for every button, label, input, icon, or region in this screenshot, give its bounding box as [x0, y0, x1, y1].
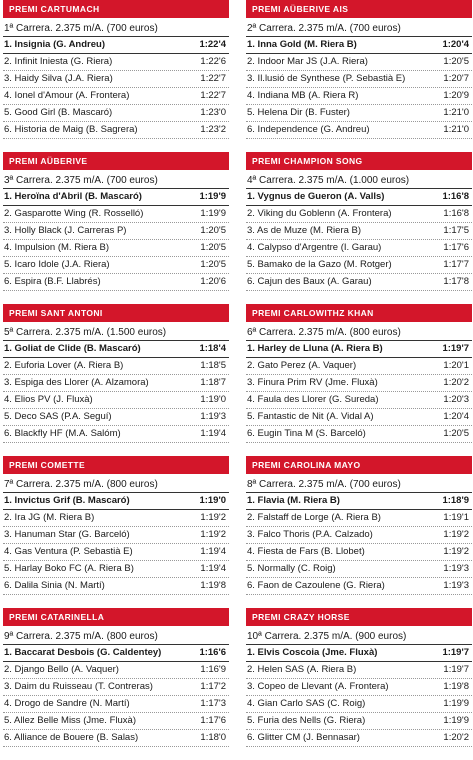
race-time: 1:20'9 — [443, 90, 469, 101]
result-row — [3, 223, 229, 240]
race-block — [3, 456, 229, 608]
horse-driver: 3. Falco Thoris (P.A. Calzado) — [247, 529, 373, 540]
horse-driver: 4. Calypso d'Argentre (I. Garau) — [247, 242, 382, 253]
horse-driver: 2. Indoor Mar JS (J.A. Riera) — [247, 56, 368, 67]
result-row — [3, 240, 229, 257]
race-block — [246, 152, 472, 304]
winner-row — [3, 188, 229, 206]
race-time: 1:19'7 — [443, 664, 469, 675]
race-time: 1:17'3 — [200, 698, 226, 709]
result-row — [246, 561, 472, 578]
winner-row — [246, 644, 472, 662]
race-time: 1:19'8 — [443, 681, 469, 692]
result-row — [246, 409, 472, 426]
race-time: 1:19'3 — [443, 580, 469, 591]
race-info: 2ª Carrera. 2.375 m/A. (700 euros) — [247, 23, 401, 34]
horse-driver: 6. Cajun des Baux (A. Garau) — [247, 276, 372, 287]
horse-driver: 6. Espira (B.F. Llabrés) — [4, 276, 101, 287]
race-time: 1:22'6 — [200, 56, 226, 67]
race-time: 1:17'2 — [200, 681, 226, 692]
winner-row — [246, 188, 472, 206]
horse-driver: 5. Fantastic de Nit (A. Vidal A) — [247, 411, 374, 422]
race-block — [246, 0, 472, 152]
result-row — [246, 730, 472, 747]
race-time: 1:19'9 — [443, 698, 469, 709]
result-row — [246, 122, 472, 139]
horse-driver: 3. As de Muze (M. Riera B) — [247, 225, 362, 236]
horse-driver: 5. Icaro Idole (J.A. Riera) — [4, 259, 110, 270]
race-time: 1:19'0 — [200, 394, 226, 405]
horse-driver: 6. Glitter CM (J. Bennasar) — [247, 732, 360, 743]
result-row — [3, 71, 229, 88]
horse-driver: 1. Vygnus de Gueron (A. Valls) — [247, 191, 385, 202]
race-time: 1:20'7 — [443, 73, 469, 84]
race-time: 1:20'5 — [200, 242, 226, 253]
winner-row — [3, 492, 229, 510]
result-row — [3, 409, 229, 426]
horse-driver: 3. Haidy Silva (J.A. Riera) — [4, 73, 113, 84]
race-time: 1:21'0 — [443, 107, 469, 118]
race-time: 1:20'2 — [443, 732, 469, 743]
race-info: 9ª Carrera. 2.375 m/A. (800 euros) — [4, 631, 158, 642]
race-time: 1:16'9 — [200, 664, 226, 675]
horse-driver: 4. Fiesta de Fars (B. Llobet) — [247, 546, 365, 557]
winner-row — [246, 492, 472, 510]
result-row — [246, 206, 472, 223]
horse-driver: 4. Ionel d'Amour (A. Frontera) — [4, 90, 130, 101]
race-header: PREMI CAROLINA MAYO — [246, 456, 472, 474]
horse-driver: 2. Viking du Goblenn (A. Frontera) — [247, 208, 392, 219]
race-time: 1:16'6 — [199, 647, 226, 658]
horse-driver: 3. Holly Black (J. Carreras P) — [4, 225, 127, 236]
result-row — [3, 696, 229, 713]
race-info: 3ª Carrera. 2.375 m/A. (700 euros) — [4, 175, 158, 186]
race-time: 1:17'7 — [443, 259, 469, 270]
result-row — [3, 375, 229, 392]
race-header: PREMI SANT ANTONI — [3, 304, 229, 322]
winner-row — [3, 644, 229, 662]
race-info: 6ª Carrera. 2.375 m/A. (800 euros) — [247, 327, 401, 338]
race-header: PREMI COMETTE — [3, 456, 229, 474]
race-time: 1:20'4 — [442, 39, 469, 50]
race-info: 5ª Carrera. 2.375 m/A. (1.500 euros) — [4, 327, 167, 338]
race-time: 1:19'9 — [443, 715, 469, 726]
race-time: 1:20'5 — [200, 259, 226, 270]
horse-driver: 1. Insignia (G. Andreu) — [4, 39, 105, 50]
horse-driver: 2. Euforia Lover (A. Riera B) — [4, 360, 124, 371]
horse-driver: 3. Finura Prim RV (Jme. Fluxà) — [247, 377, 378, 388]
race-time: 1:19'3 — [443, 563, 469, 574]
horse-driver: 2. Ira JG (M. Riera B) — [4, 512, 95, 523]
race-time: 1:19'4 — [200, 428, 226, 439]
race-time: 1:20'2 — [443, 377, 469, 388]
race-time: 1:19'1 — [443, 512, 469, 523]
horse-driver: 6. Historia de Maig (B. Sagrera) — [4, 124, 138, 135]
result-row — [246, 105, 472, 122]
race-time: 1:20'5 — [443, 56, 469, 67]
horse-driver: 5. Good Girl (B. Mascaró) — [4, 107, 113, 118]
result-row — [246, 696, 472, 713]
horse-driver: 2. Helen SAS (A. Riera B) — [247, 664, 357, 675]
race-header: PREMI AÜBERIVE — [3, 152, 229, 170]
race-time: 1:19'7 — [442, 647, 469, 658]
race-info: 10ª Carrera. 2.375 m/A. (900 euros) — [247, 631, 407, 642]
race-time: 1:23'0 — [200, 107, 226, 118]
race-time: 1:19'2 — [443, 546, 469, 557]
result-row — [3, 662, 229, 679]
race-time: 1:16'8 — [442, 191, 469, 202]
race-info: 4ª Carrera. 2.375 m/A. (1.000 euros) — [247, 175, 410, 186]
horse-driver: 1. Goliat de Clide (B. Mascaró) — [4, 343, 141, 354]
result-row — [3, 105, 229, 122]
horse-driver: 1. Invictus Grif (B. Mascaró) — [4, 495, 130, 506]
horse-driver: 3. Espiga des Llorer (A. Alzamora) — [4, 377, 149, 388]
race-time: 1:18'4 — [199, 343, 226, 354]
result-row — [246, 223, 472, 240]
horse-driver: 5. Harlay Boko FC (A. Riera B) — [4, 563, 134, 574]
winner-row — [3, 340, 229, 358]
horse-driver: 3. Hanuman Star (G. Barceló) — [4, 529, 130, 540]
race-time: 1:19'4 — [200, 546, 226, 557]
race-time: 1:18'5 — [200, 360, 226, 371]
horse-driver: 6. Independence (G. Andreu) — [247, 124, 370, 135]
result-row — [246, 578, 472, 595]
race-header: PREMI CARTUMACH — [3, 0, 229, 18]
race-header: PREMI CHAMPION SONG — [246, 152, 472, 170]
horse-driver: 4. Faula des Llorer (G. Sureda) — [247, 394, 379, 405]
result-row — [3, 544, 229, 561]
race-time: 1:19'3 — [200, 411, 226, 422]
horse-driver: 6. Dalila Sinia (N. Martí) — [4, 580, 105, 591]
result-row — [3, 392, 229, 409]
horse-driver: 4. Elios PV (J. Fluxà) — [4, 394, 93, 405]
race-time: 1:17'8 — [443, 276, 469, 287]
race-time: 1:18'0 — [200, 732, 226, 743]
race-info: 1ª Carrera. 2.375 m/A. (700 euros) — [4, 23, 158, 34]
race-info: 8ª Carrera. 2.375 m/A. (700 euros) — [247, 479, 401, 490]
result-row — [246, 392, 472, 409]
race-time: 1:19'7 — [442, 343, 469, 354]
result-row — [3, 527, 229, 544]
race-time: 1:17'6 — [200, 715, 226, 726]
left-column — [3, 0, 229, 760]
horse-driver: 3. Copeo de Llevant (A. Frontera) — [247, 681, 389, 692]
result-row — [3, 679, 229, 696]
race-time: 1:20'1 — [443, 360, 469, 371]
result-row — [246, 527, 472, 544]
race-time: 1:16'8 — [443, 208, 469, 219]
horse-driver: 2. Gasparotte Wing (R. Rosselló) — [4, 208, 144, 219]
race-block — [3, 0, 229, 152]
result-row — [3, 274, 229, 291]
horse-driver: 6. Alliance de Bouere (B. Salas) — [4, 732, 139, 743]
race-time: 1:19'0 — [199, 495, 226, 506]
race-time: 1:20'4 — [443, 411, 469, 422]
result-row — [246, 713, 472, 730]
race-time: 1:18'9 — [442, 495, 469, 506]
result-row — [246, 662, 472, 679]
result-row — [3, 510, 229, 527]
race-time: 1:17'5 — [443, 225, 469, 236]
horse-driver: 5. Furia des Nells (G. Riera) — [247, 715, 366, 726]
race-time: 1:19'8 — [200, 580, 226, 591]
result-row — [246, 426, 472, 443]
horse-driver: 4. Gian Carlo SAS (C. Roig) — [247, 698, 366, 709]
winner-row — [246, 340, 472, 358]
race-time: 1:19'2 — [443, 529, 469, 540]
horse-driver: 1. Heroïna d'Abril (B. Mascaró) — [4, 191, 142, 202]
horse-driver: 1. Elvis Coscoia (Jme. Fluxà) — [247, 647, 378, 658]
result-row — [246, 54, 472, 71]
race-time: 1:22'4 — [199, 39, 226, 50]
race-header: PREMI CATARINELLA — [3, 608, 229, 626]
result-row — [3, 54, 229, 71]
race-block — [246, 456, 472, 608]
race-time: 1:20'3 — [443, 394, 469, 405]
race-time: 1:19'4 — [200, 563, 226, 574]
race-time: 1:19'2 — [200, 512, 226, 523]
horse-driver: 5. Allez Belle Miss (Jme. Fluxà) — [4, 715, 136, 726]
horse-driver: 2. Django Bello (A. Vaquer) — [4, 664, 119, 675]
race-time: 1:19'2 — [200, 529, 226, 540]
race-block — [3, 304, 229, 456]
result-row — [246, 274, 472, 291]
race-info: 7ª Carrera. 2.375 m/A. (800 euros) — [4, 479, 158, 490]
race-block — [3, 152, 229, 304]
horse-driver: 1. Flavia (M. Riera B) — [247, 495, 340, 506]
race-time: 1:23'2 — [200, 124, 226, 135]
horse-driver: 4. Gas Ventura (P. Sebastià E) — [4, 546, 133, 557]
winner-row — [246, 36, 472, 54]
horse-driver: 5. Helena Dir (B. Fuster) — [247, 107, 350, 118]
race-block — [246, 608, 472, 760]
result-row — [3, 561, 229, 578]
horse-driver: 1. Baccarat Desbois (G. Caldentey) — [4, 647, 162, 658]
result-row — [3, 358, 229, 375]
result-row — [246, 257, 472, 274]
race-time: 1:19'9 — [200, 208, 226, 219]
race-time: 1:20'6 — [200, 276, 226, 287]
horse-driver: 2. Gato Perez (A. Vaquer) — [247, 360, 357, 371]
horse-driver: 2. Falstaff de Lorge (A. Riera B) — [247, 512, 381, 523]
horse-driver: 3. Daim du Ruisseau (T. Contreras) — [4, 681, 153, 692]
horse-driver: 5. Deco SAS (P.A. Seguí) — [4, 411, 112, 422]
race-header: PREMI CARLOWITHZ KHAN — [246, 304, 472, 322]
result-row — [3, 257, 229, 274]
race-block — [3, 608, 229, 760]
horse-driver: 4. Indiana MB (A. Riera R) — [247, 90, 359, 101]
result-row — [246, 358, 472, 375]
race-time: 1:21'0 — [443, 124, 469, 135]
horse-driver: 5. Normally (C. Roig) — [247, 563, 336, 574]
horse-driver: 1. Harley de Lluna (A. Riera B) — [247, 343, 383, 354]
race-time: 1:20'5 — [200, 225, 226, 236]
result-row — [246, 375, 472, 392]
horse-driver: 4. Drogo de Sandre (N. Martí) — [4, 698, 130, 709]
horse-driver: 3. Il.lusió de Synthese (P. Sebastià E) — [247, 73, 406, 84]
race-header: PREMI CRAZY HORSE — [246, 608, 472, 626]
race-time: 1:18'7 — [200, 377, 226, 388]
horse-driver: 1. Inna Gold (M. Riera B) — [247, 39, 357, 50]
horse-driver: 4. Impulsion (M. Riera B) — [4, 242, 110, 253]
race-time: 1:20'5 — [443, 428, 469, 439]
right-column — [246, 0, 472, 760]
race-block — [246, 304, 472, 456]
horse-driver: 6. Blackfly HF (M.A. Salóm) — [4, 428, 121, 439]
result-row — [246, 71, 472, 88]
horse-driver: 2. Infinit Iniesta (G. Riera) — [4, 56, 113, 67]
result-row — [3, 88, 229, 105]
horse-driver: 5. Bamako de la Gazo (M. Rotger) — [247, 259, 392, 270]
result-row — [3, 122, 229, 139]
result-row — [3, 206, 229, 223]
race-time: 1:22'7 — [200, 90, 226, 101]
result-row — [3, 426, 229, 443]
horse-driver: 6. Faon de Cazoulene (G. Riera) — [247, 580, 385, 591]
result-row — [246, 510, 472, 527]
result-row — [3, 730, 229, 747]
result-row — [246, 679, 472, 696]
race-time: 1:22'7 — [200, 73, 226, 84]
result-row — [3, 713, 229, 730]
result-row — [3, 578, 229, 595]
result-row — [246, 544, 472, 561]
result-row — [246, 240, 472, 257]
race-header: PREMI AÜBERIVE AIS — [246, 0, 472, 18]
race-time: 1:17'6 — [443, 242, 469, 253]
horse-driver: 6. Eugin Tina M (S. Barceló) — [247, 428, 366, 439]
result-row — [246, 88, 472, 105]
winner-row — [3, 36, 229, 54]
race-time: 1:19'9 — [199, 191, 226, 202]
